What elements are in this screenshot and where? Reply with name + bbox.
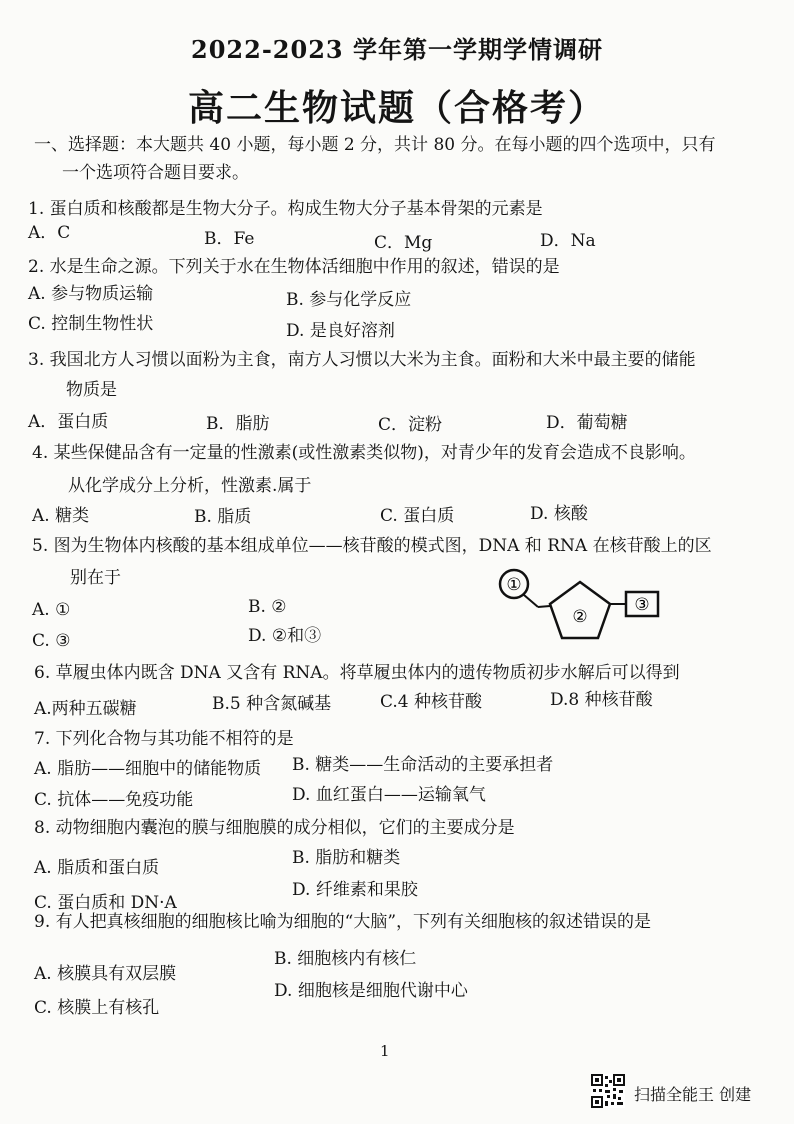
question-4-stem-line2: 从化学成分上分析，性激素.属于 xyxy=(68,476,312,496)
question-1-option-c: C．Mg xyxy=(374,233,433,253)
question-2-option-d: D. 是良好溶剂 xyxy=(286,321,395,341)
question-8-stem: 8. 动物细胞内囊泡的膜与细胞膜的成分相似，它们的主要成分是 xyxy=(34,818,515,838)
question-4-option-c: C. 蛋白质 xyxy=(380,506,455,526)
question-2-option-b: B. 参与化学反应 xyxy=(286,290,412,310)
question-8-option-b: B. 脂肪和糖类 xyxy=(292,848,401,868)
question-3-option-a: A．蛋白质 xyxy=(28,412,109,432)
question-9-stem: 9. 有人把真核细胞的细胞核比喻为细胞的“大脑”，下列有关细胞核的叙述错误的是 xyxy=(34,912,652,932)
question-1-option-d: D．Na xyxy=(540,231,596,251)
question-3-stem-line1: 3. 我国北方人习惯以面粉为主食，南方人习惯以大米为主食。面粉和大米中最主要的储能 xyxy=(28,350,696,370)
section-instructions-line1: 一、选择题：本大题共 40 小题，每小题 2 分，共计 80 分。在每小题的四个选项中，只有 xyxy=(34,135,716,155)
label-2: ② xyxy=(572,607,588,627)
question-3-option-b: B．脂肪 xyxy=(206,414,270,434)
question-2-option-a: A. 参与物质运输 xyxy=(28,284,154,304)
question-8-option-c: C. 蛋白质和 DN·A xyxy=(34,893,177,913)
question-5-stem-line2: 别在于 xyxy=(70,568,121,588)
label-3: ③ xyxy=(634,595,650,615)
question-6-option-d: D.8 种核苷酸 xyxy=(550,690,653,710)
question-5-option-c: C. ③ xyxy=(32,631,71,651)
question-4-stem-line1: 4. 某些保健品含有一定量的性激素(或性激素类似物)，对青少年的发育会造成不良影响。 xyxy=(32,443,696,463)
sugar-link-line xyxy=(538,606,550,607)
question-3-stem-line2: 物质是 xyxy=(66,380,117,400)
question-9-option-c: C. 核膜上有核孔 xyxy=(34,998,160,1018)
qr-code-icon xyxy=(591,1074,625,1108)
question-7-option-d: D. 血红蛋白——运输氧气 xyxy=(292,785,486,805)
question-5-stem-line1: 5. 图为生物体内核酸的基本组成单位——核苷酸的模式图，DNA 和 RNA 在核苷酸上的区 xyxy=(32,536,712,556)
nucleotide-diagram xyxy=(494,566,664,650)
question-7-option-c: C. 抗体——免疫功能 xyxy=(34,790,194,810)
question-3-option-d: D．葡萄糖 xyxy=(546,413,628,433)
section-instructions-line2: 一个选项符合题目要求。 xyxy=(62,163,249,183)
question-6-option-a: A.两种五碳糖 xyxy=(34,699,137,719)
question-2-stem: 2. 水是生命之源。下列关于水在生物体活细胞中作用的叙述，错误的是 xyxy=(28,257,560,277)
question-2-option-c: C. 控制生物性状 xyxy=(28,314,154,334)
question-6-stem: 6. 草履虫体内既含 DNA 又含有 RNA。将草履虫体内的遗传物质初步水解后可以得到 xyxy=(34,663,680,683)
question-8-option-a: A. 脂质和蛋白质 xyxy=(34,858,160,878)
question-9-option-d: D. 细胞核是细胞代谢中心 xyxy=(274,981,468,1001)
question-7-option-b: B. 糖类——生命活动的主要承担者 xyxy=(292,755,554,775)
label-1: ① xyxy=(506,575,522,595)
question-5-option-b: B. ② xyxy=(248,597,287,617)
scanner-watermark: 扫描全能王 创建 xyxy=(634,1085,752,1104)
page-number: 1 xyxy=(380,1042,390,1060)
question-6-option-b: B.5 种含氮碱基 xyxy=(212,694,332,714)
question-1-option-b: B．Fe xyxy=(204,229,255,249)
question-9-option-a: A. 核膜具有双层膜 xyxy=(34,964,177,984)
question-4-option-d: D. 核酸 xyxy=(530,504,588,524)
question-7-stem: 7. 下列化合物与其功能不相符的是 xyxy=(34,729,294,749)
question-5-option-a: A. ① xyxy=(32,600,71,620)
question-1-stem: 1. 蛋白质和核酸都是生物大分子。构成生物大分子基本骨架的元素是 xyxy=(28,199,543,219)
question-9-option-b: B. 细胞核内有核仁 xyxy=(274,949,417,969)
question-3-option-c: C．淀粉 xyxy=(378,415,443,435)
exam-year-title: 2022-2023 学年第一学期学情调研 xyxy=(191,35,603,64)
question-8-option-d: D. 纤维素和果胶 xyxy=(292,880,418,900)
phosphate-bond xyxy=(524,595,538,607)
question-1-option-a: A．C xyxy=(28,223,71,243)
question-6-option-c: C.4 种核苷酸 xyxy=(380,692,483,712)
question-5-option-d: D. ②和③ xyxy=(248,626,322,646)
exam-subject-title: 高二生物试题（合格考） xyxy=(187,87,606,129)
question-4-option-a: A. 糖类 xyxy=(32,506,90,526)
question-4-option-b: B. 脂质 xyxy=(194,507,252,527)
question-7-option-a: A. 脂肪——细胞中的储能物质 xyxy=(34,759,262,779)
